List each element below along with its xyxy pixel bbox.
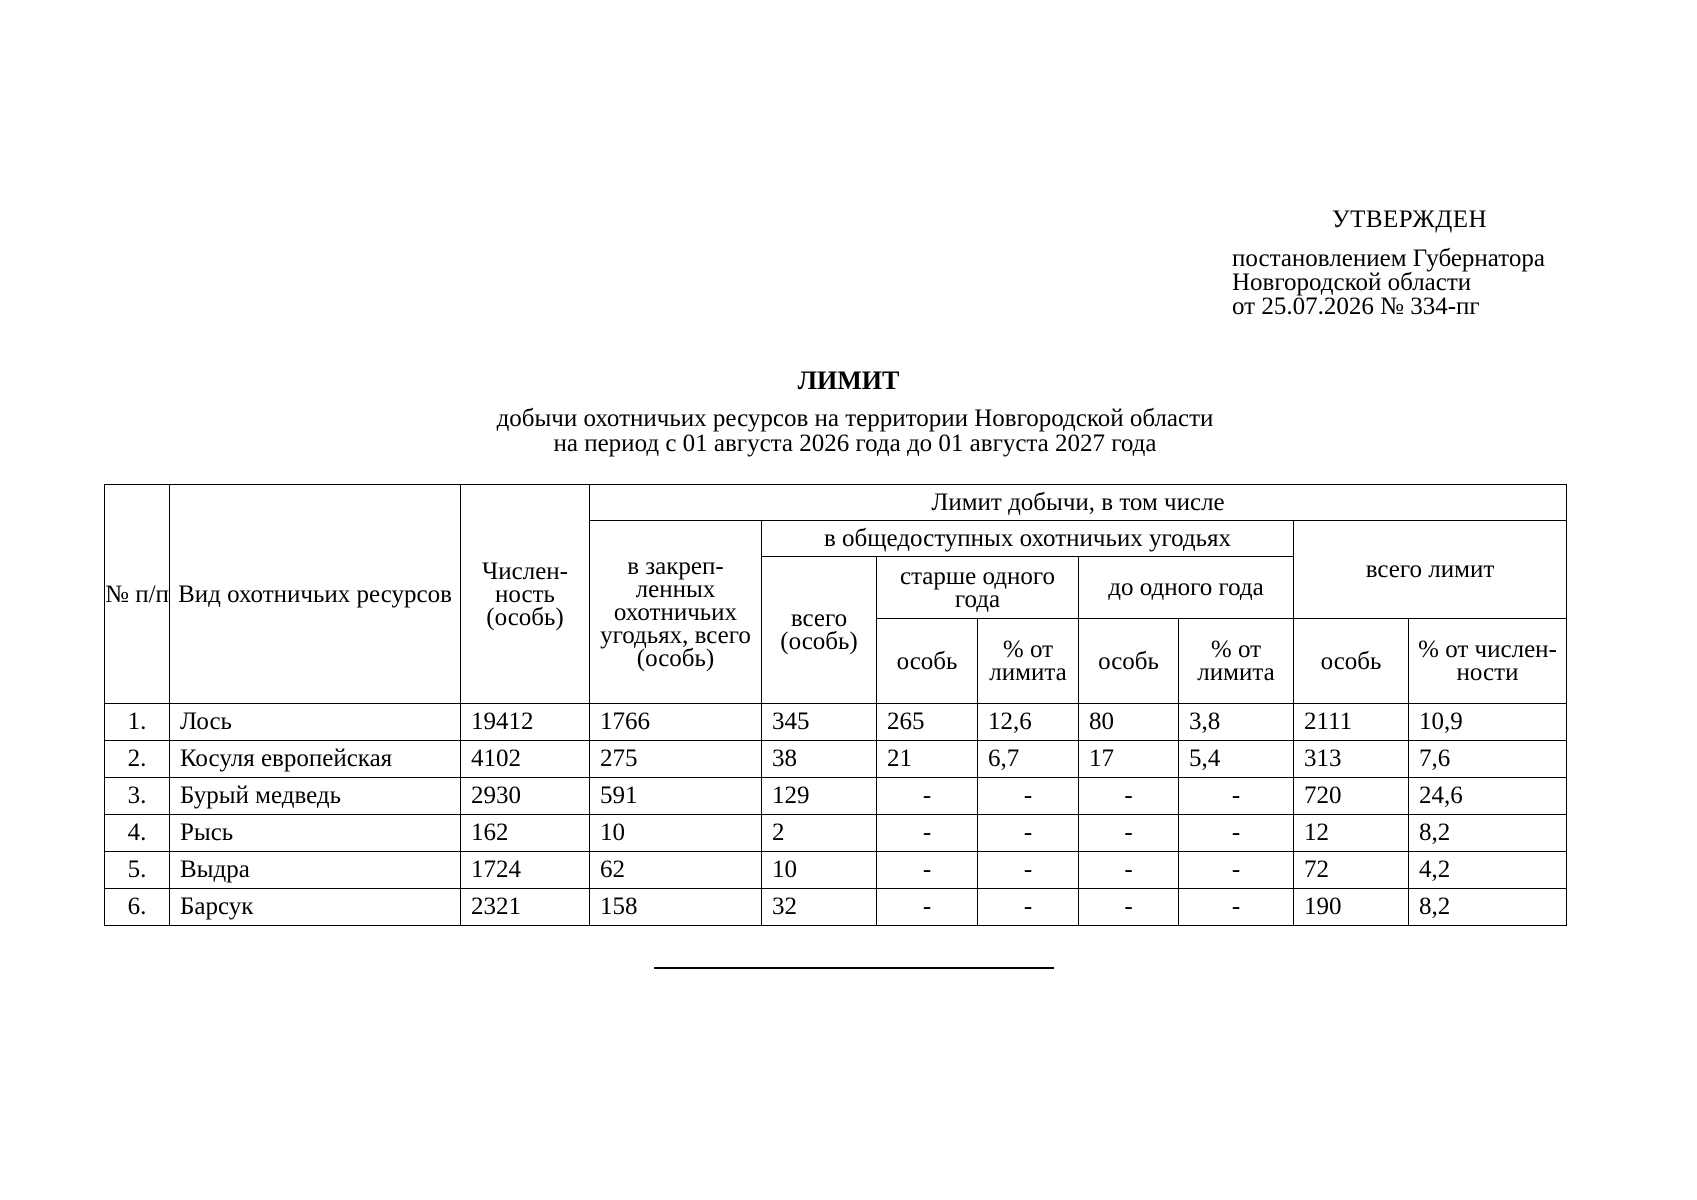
cell-public-total: 345 [762,704,877,741]
cell-population: 4102 [461,741,590,778]
cell-older-percent: - [978,852,1079,889]
cell-under-individuals: - [1079,778,1179,815]
cell-number: 2. [105,741,170,778]
cell-species: Лось [170,704,461,741]
approved-line-decree: постановлением Губернатора [1232,245,1545,272]
header-species: Вид охотничьих ресурсов [170,485,461,704]
cell-under-percent: - [1179,778,1294,815]
cell-public-total: 38 [762,741,877,778]
document-title: ЛИМИТ [797,366,900,395]
header-under-percent: % от лимита [1179,619,1294,704]
cell-population: 19412 [461,704,590,741]
cell-under-percent: - [1179,815,1294,852]
table-row [105,852,1567,889]
header-limit-group: Лимит добычи, в том числе [590,485,1567,521]
cell-number: 6. [105,889,170,926]
cell-older-individuals: - [877,778,978,815]
cell-species: Косуля европейская [170,741,461,778]
approved-title: УТВЕРЖДЕН [1331,206,1488,233]
cell-number: 3. [105,778,170,815]
cell-species: Бурый медведь [170,778,461,815]
header-under-individuals: особь [1079,619,1179,704]
cell-public-total: 32 [762,889,877,926]
header-total-individuals: особь [1294,619,1409,704]
cell-total-percent: 4,2 [1409,852,1567,889]
hunting-limit-table [104,484,1567,926]
cell-species: Выдра [170,852,461,889]
cell-total-individuals: 190 [1294,889,1409,926]
table-row [105,704,1567,741]
closing-rule-divider [654,967,1054,969]
table-row [105,741,1567,778]
cell-population: 2930 [461,778,590,815]
cell-older-individuals: 21 [877,741,978,778]
cell-under-individuals: 80 [1079,704,1179,741]
cell-under-individuals: - [1079,889,1179,926]
cell-total-individuals: 12 [1294,815,1409,852]
cell-older-individuals: - [877,889,978,926]
approved-line-date-number: от 25.07.2026 № 334-пг [1232,293,1480,320]
cell-total-individuals: 313 [1294,741,1409,778]
cell-total-percent: 10,9 [1409,704,1567,741]
cell-number: 4. [105,815,170,852]
approved-line-region: Новгородской области [1232,269,1472,296]
table-row [105,815,1567,852]
header-fixed-grounds: в закреп-ленных охотничьих угодьях, всего (особь) [590,521,762,704]
cell-number: 5. [105,852,170,889]
header-public-grounds: в общедоступных охотничьих угодьях [762,521,1294,557]
cell-public-total: 10 [762,852,877,889]
cell-total-percent: 8,2 [1409,889,1567,926]
cell-fixed-grounds: 62 [590,852,762,889]
cell-public-total: 2 [762,815,877,852]
cell-under-individuals: - [1079,815,1179,852]
cell-fixed-grounds: 158 [590,889,762,926]
table-row [105,889,1567,926]
header-older-one-year: старше одного года [877,557,1079,619]
approval-stamp [1232,206,1587,319]
cell-under-percent: 3,8 [1179,704,1294,741]
cell-fixed-grounds: 275 [590,741,762,778]
cell-under-individuals: - [1079,852,1179,889]
cell-fixed-grounds: 1766 [590,704,762,741]
header-total-percent: % от числен-ности [1409,619,1567,704]
header-population: Числен-ность (особь) [461,485,590,704]
cell-total-individuals: 2111 [1294,704,1409,741]
cell-older-individuals: 265 [877,704,978,741]
table-row [105,778,1567,815]
cell-under-percent: 5,4 [1179,741,1294,778]
header-public-total: всего (особь) [762,557,877,704]
cell-population: 1724 [461,852,590,889]
cell-older-percent: 12,6 [978,704,1079,741]
table-body [105,704,1567,926]
cell-older-percent: - [978,778,1079,815]
header-number: № п/п [105,485,170,704]
document-subtitle [0,406,1697,456]
cell-species: Рысь [170,815,461,852]
cell-total-percent: 8,2 [1409,815,1567,852]
header-total-limit: всего лимит [1294,521,1567,619]
table-header [105,485,1567,704]
header-under-one-year: до одного года [1079,557,1294,619]
header-older-individuals: особь [877,619,978,704]
cell-number: 1. [105,704,170,741]
cell-population: 162 [461,815,590,852]
document-subtitle-line: добычи охотничьих ресурсов на территории Новгородской области [496,405,1214,432]
cell-older-percent: - [978,815,1079,852]
cell-older-percent: - [978,889,1079,926]
cell-total-individuals: 720 [1294,778,1409,815]
header-older-percent: % от лимита [978,619,1079,704]
cell-total-individuals: 72 [1294,852,1409,889]
cell-population: 2321 [461,889,590,926]
cell-public-total: 129 [762,778,877,815]
cell-fixed-grounds: 10 [590,815,762,852]
cell-fixed-grounds: 591 [590,778,762,815]
cell-older-individuals: - [877,815,978,852]
cell-total-percent: 7,6 [1409,741,1567,778]
cell-older-individuals: - [877,852,978,889]
cell-species: Барсук [170,889,461,926]
cell-under-percent: - [1179,852,1294,889]
cell-under-individuals: 17 [1079,741,1179,778]
cell-total-percent: 24,6 [1409,778,1567,815]
cell-under-percent: - [1179,889,1294,926]
cell-older-percent: 6,7 [978,741,1079,778]
document-subtitle-line: на период с 01 августа 2026 года до 01 августа 2027 года [553,430,1157,457]
